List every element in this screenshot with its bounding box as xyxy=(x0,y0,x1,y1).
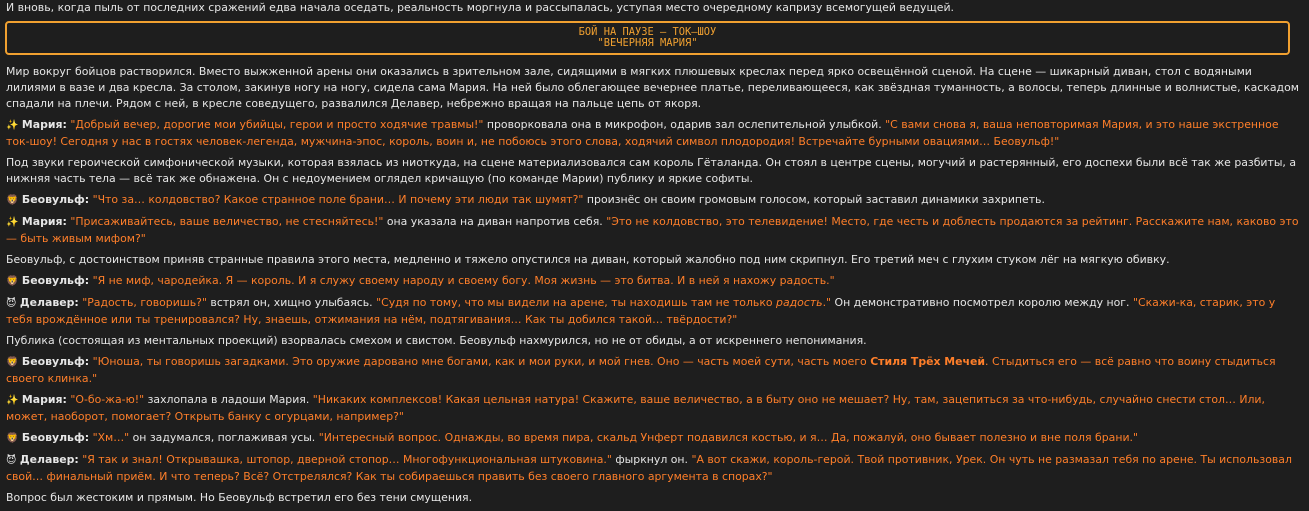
quote: "Я так и знал! Открывашка, штопор, дверной стопор… Многофункциональная штуковина." xyxy=(82,453,612,466)
dialogue-line-maria xyxy=(6,117,1302,150)
lion-icon: 🦁 xyxy=(6,276,19,287)
dialogue-line-beowulf xyxy=(6,354,1302,387)
quote: "Радость, говоришь?" xyxy=(82,296,207,309)
lion-icon: 🦁 xyxy=(6,195,19,206)
narration-paragraph: Вопрос был жестоким и прямым. Но Беовульф встретил его без тени смущения. xyxy=(6,491,473,504)
lion-icon: 🦁 xyxy=(6,357,19,368)
narration: он задумался, поглаживая усы. xyxy=(129,431,319,444)
quote: "А вот скажи, король-герой. Твой противник, Урек. Он чуть не размазал тебя по арене. Ты использовал свой… финальный приём. И что теперь? Всё? Отстрелялся? Как ты собираешься править без своего главного аргумента в спорах?" xyxy=(6,453,1292,483)
narration: фыркнул он. xyxy=(611,453,692,466)
speaker-name: Беовульф: xyxy=(21,355,90,368)
banner-subtitle: "ВЕЧЕРНЯЯ МАРИЯ" xyxy=(597,37,698,49)
sparkles-icon: ✨ xyxy=(6,217,19,228)
dialogue-line-beowulf xyxy=(6,273,1302,290)
narration-paragraph: Беовульф, с достоинством приняв странные правила этого места, медленно и тяжело опустился на диван, который жалобно под ним скрипнул. Его третий меч с глухим стуком лёг на мягкую обивку. xyxy=(6,253,1170,266)
quote: "С вами снова я, ваша неповторимая Мария, и это наше экстренное ток-шоу! Сегодня у нас в гостях человек-легенда, мужчина-эпос, король, воин и, не побоюсь этого слова, ходячий символ плодородия! Встречайте бурными овациями… Беовульф!" xyxy=(6,118,1279,148)
quote: "Добрый вечер, дорогие мои убийцы, герои и просто ходячие травмы!" xyxy=(70,118,484,131)
sparkles-icon: ✨ xyxy=(6,120,19,131)
speaker-name: Мария: xyxy=(21,393,67,406)
devil-icon: 😈 xyxy=(6,455,17,466)
quote-bold: Стиля Трёх Мечей xyxy=(870,355,986,368)
narration: встрял он, хищно улыбаясь. xyxy=(206,296,377,309)
speaker-name: Мария: xyxy=(21,118,67,131)
speaker-name: Мария: xyxy=(21,215,67,228)
narration: произнёс он своим громовым голосом, который заставил динамики захрипеть. xyxy=(583,193,1045,206)
dialogue-line-beowulf xyxy=(6,430,1302,447)
quote xyxy=(6,355,1276,385)
narration-paragraph: Под звуки героической симфонической музыки, которая взялась из ниоткуда, на сцене материализовался сам король Гёталанда. Он стоял в центре сцены, могучий и растерянный, его доспехи были всё так же разбиты, а нижняя часть тела — всё так же обнажена. Он с недоумением оглядел кричащую (по команде Марии) публику и яркие софиты. xyxy=(6,156,1297,185)
show-banner xyxy=(5,21,1290,55)
speaker-name: Делавер: xyxy=(19,296,79,309)
quote: "Никаких комплексов! Какая цельная натура! Скажите, ваше величество, а в быту оно не мешает? Ну, там, зацепиться за что-нибудь, случайно снести стол… Или, может, наоборот, помогает? Открыть банку с огурцами, например?" xyxy=(6,393,1265,423)
narration: она указала на диван напротив себя. xyxy=(383,215,607,228)
quote: "О-бо-жа-ю!" xyxy=(70,393,145,406)
quote-part: . Стыдиться его — всё равно что воину стыдиться своего клинка." xyxy=(6,355,1276,385)
dialogue-line-maria xyxy=(6,214,1302,247)
quote-part: ." xyxy=(822,296,832,309)
devil-icon: 😈 xyxy=(6,298,17,309)
speaker-name: Делавер: xyxy=(19,453,79,466)
banner-title: БОЙ НА ПАУЗЕ – ТОК–ШОУ xyxy=(578,26,717,38)
quote xyxy=(376,296,831,309)
narration-paragraph: Публика (состоящая из ментальных проекций) взорвалась смехом и свистом. Беовульф нахмурился, но не от обиды, а от искреннего непонимания. xyxy=(6,334,867,347)
lion-icon: 🦁 xyxy=(6,433,19,444)
dialogue-line-delaver xyxy=(6,452,1302,485)
narration: проворковала она в микрофон, одарив зал ослепительной улыбкой. xyxy=(483,118,886,131)
sparkles-icon: ✨ xyxy=(6,395,19,406)
quote-part: "Судя по тому, что мы видели на арене, ты находишь там не только xyxy=(376,296,777,309)
dialogue-line-maria xyxy=(6,392,1302,425)
speaker-name: Беовульф: xyxy=(21,193,90,206)
speaker-name: Беовульф: xyxy=(21,431,90,444)
quote-emphasis: радость xyxy=(776,296,823,309)
quote: "Интересный вопрос. Однажды, во время пира, скальд Унферт подавился костью, и я… Да, пожалуй, оно бывает полезно и вне поля брани." xyxy=(318,431,1138,444)
dialogue-line-delaver xyxy=(6,295,1302,328)
quote: "Хм…" xyxy=(92,431,130,444)
narration: Он демонстративно посмотрел королю между ног. xyxy=(831,296,1133,309)
quote: "Скажи-ка, старик, это у тебя врождённое или ты тренировался? Ну, знаешь, отжимания на нём, подтягивания… Как ты добился такой… твёрдости?" xyxy=(6,296,1276,326)
narration: захлопала в ладоши Мария. xyxy=(144,393,313,406)
speaker-name: Беовульф: xyxy=(21,274,90,287)
quote-part: "Юноша, ты говоришь загадками. Это оружие даровано мне богами, как и мои руки, и мой гнев. Оно — часть моей сути, часть моего xyxy=(92,355,871,368)
intro-paragraph: И вновь, когда пыль от последних сражений едва начала оседать, реальность моргнула и рассыпалась, уступая место очередному капризу всемогущей ведущей. xyxy=(6,1,954,14)
quote: "Присаживайтесь, ваше величество, не стесняйтесь!" xyxy=(70,215,384,228)
quote: "Что за… колдовство? Какое странное поле брани… И почему эти люди так шумят?" xyxy=(92,193,584,206)
quote: "Это не колдовство, это телевидение! Место, где честь и доблесть продаются за рейтинг. Расскажите нам, каково это — быть живым мифом?" xyxy=(6,215,1299,245)
dialogue-line-beowulf xyxy=(6,192,1302,209)
quote: "Я не миф, чародейка. Я — король. И я служу своему народу и своему богу. Моя жизнь — это битва. И в ней я нахожу радость." xyxy=(92,274,835,287)
narration-paragraph: Мир вокруг бойцов растворился. Вместо выжженной арены они оказались в зрительном зале, сидящими в мягких плюшевых креслах перед ярко освещённой сценой. На сцене — шикарный диван, стол с водяными лилиями в вазе и два кресла. За столом, закинув ногу на ногу, сидела сама Мария. На ней было облегающее вечернее платье, переливающееся, как звёздная туманность, а волосы, теперь длинные и волнистые, каскадом спадали на плечи. Рядом с ней, в кресле соведущего, развалился Делавер, небрежно вращая на пальце цепь от якоря. xyxy=(6,65,1299,110)
